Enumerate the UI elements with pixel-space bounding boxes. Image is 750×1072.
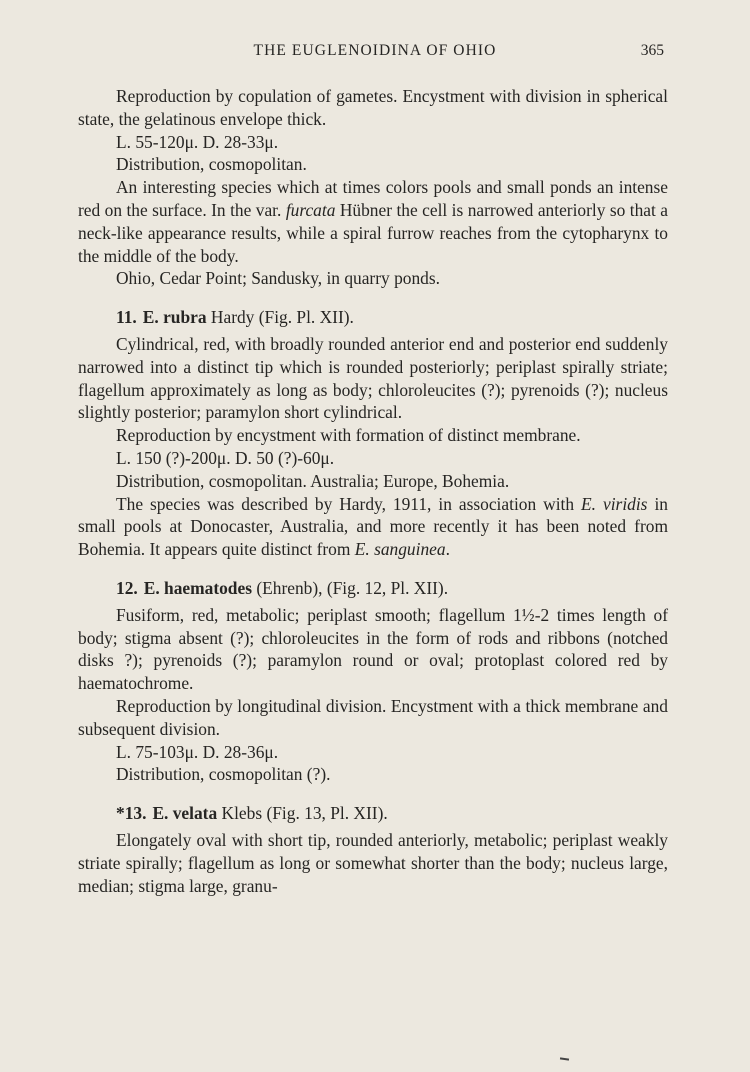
note-paragraph: An interesting species which at times colors pools and small ponds an intense red on the surface. In the var. furcata Hübner the cell is narrowed anteriorly so that a neck-like appearance results, while a spiral furrow reaches from the cytopharynx to the middle of the body. bbox=[78, 177, 668, 266]
species-number: 12. bbox=[116, 577, 138, 598]
species-number: *13. bbox=[116, 803, 147, 824]
running-title: THE EUGLENOIDINA OF OHIO bbox=[253, 42, 497, 59]
species-heading bbox=[78, 577, 668, 600]
species-reference: E. viridis bbox=[581, 493, 648, 514]
species-authority: Hardy (Fig. Pl. XII). bbox=[210, 307, 354, 328]
species-number: 11. bbox=[116, 307, 137, 328]
description-paragraph: Cylindrical, red, with broadly rounded anterior end and posterior end suddenly narrowed into a distinct tip which is rounded posteriorly; periplast spirally striate; flagellum approximately as long as body; chloroleucites (?); pyrenoids (?); nucleus slightly posterior; paramylon short cylindrical. bbox=[78, 333, 668, 423]
species-authority: (Ehrenb), (Fig. 12, Pl. XII). bbox=[256, 577, 449, 598]
variety-name: furcata bbox=[285, 199, 336, 220]
reproduction-paragraph: Reproduction by encystment with formation of distinct membrane. bbox=[116, 425, 581, 446]
distribution: Distribution, cosmopolitan (?). bbox=[116, 764, 331, 785]
note-paragraph: The species was described by Hardy, 1911, in association with E. viridis in small pools at Donocaster, Australia, and more recently it has been noted from Bohemia. It appears quite distinct from E. sanguinea. bbox=[78, 493, 668, 560]
body-text bbox=[78, 85, 668, 897]
species-name: E. velata bbox=[152, 803, 218, 824]
species-heading bbox=[78, 802, 668, 825]
species-authority: Klebs (Fig. 13, Pl. XII). bbox=[221, 803, 388, 824]
locality: Ohio, Cedar Point; Sandusky, in quarry ponds. bbox=[116, 268, 440, 289]
description-paragraph: Fusiform, red, metabolic; periplast smooth; flagellum 1½-2 times length of body; stigma absent (?); chloroleucites in the form of rods and ribbons (notched disks ?); pyrenoids (?); paramylon round or oval; protoplast colored red by haematochrome. bbox=[78, 604, 668, 694]
page-header bbox=[0, 42, 750, 66]
species-reference: E. sanguinea bbox=[354, 539, 446, 560]
species-name: E. haematodes bbox=[143, 577, 252, 598]
print-mark bbox=[560, 1057, 569, 1060]
distribution: Distribution, cosmopolitan. bbox=[116, 154, 307, 175]
reproduction-paragraph: Reproduction by longitudinal division. Encystment with a thick membrane and subsequent division. bbox=[78, 695, 668, 739]
distribution: Distribution, cosmopolitan. Australia; Europe, Bohemia. bbox=[116, 470, 510, 491]
species-heading bbox=[78, 306, 668, 329]
reproduction-paragraph: Reproduction by copulation of gametes. Encystment with division in spherical state, the gelatinous envelope thick. bbox=[78, 86, 668, 129]
species-name: E. rubra bbox=[142, 307, 207, 328]
page-number: 365 bbox=[640, 42, 664, 59]
measurements: L. 55-120μ. D. 28-33μ. bbox=[116, 131, 279, 152]
measurements: L. 150 (?)-200μ. D. 50 (?)-60μ. bbox=[116, 447, 335, 468]
measurements: L. 75-103μ. D. 28-36μ. bbox=[116, 741, 279, 762]
description-paragraph: Elongately oval with short tip, rounded anteriorly, metabolic; periplast weakly striate spirally; flagellum as long or somewhat shorter than the body; nucleus large, median; stigma large, granu- bbox=[78, 829, 668, 896]
